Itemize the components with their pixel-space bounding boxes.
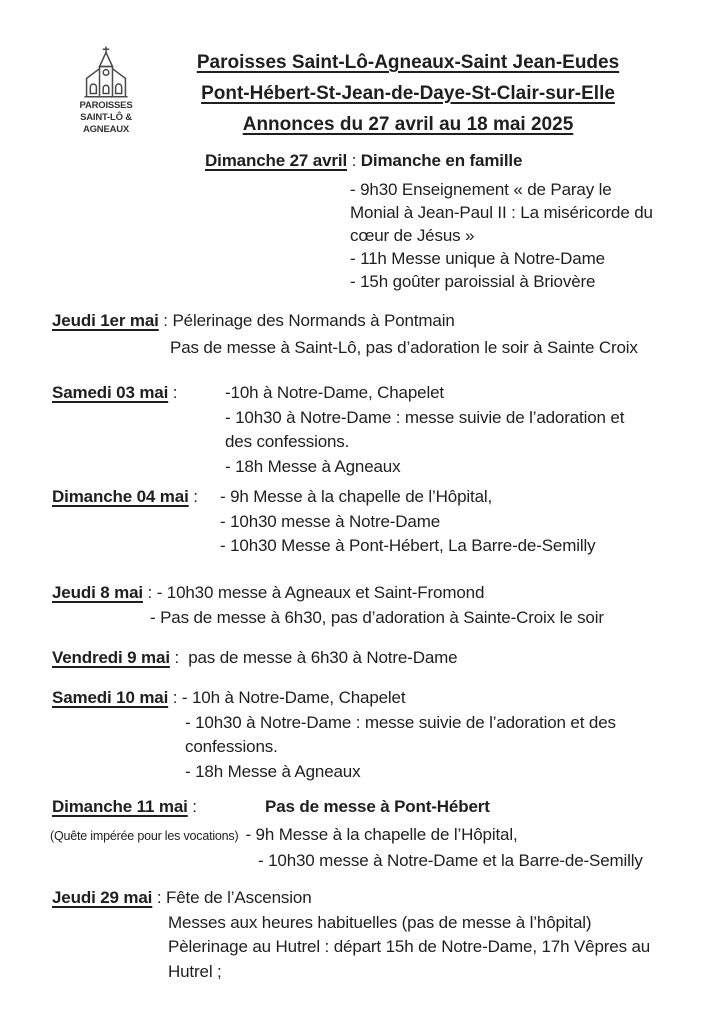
event-date: Dimanche 04 mai [52,487,189,506]
event-heading-row: Samedi 10 mai : - 10h à Notre-Dame, Chapelet [52,688,406,707]
event-date: Dimanche 11 mai [52,797,188,816]
section-dimanche-11-mai [0,795,724,874]
event-detail-line: - 9h Messe à la chapelle de l’Hôpital, [245,824,518,844]
event-heading-row: Dimanche 27 avril : Dimanche en famille [205,151,523,170]
event-detail-line: - 10h30 messe à Notre-Dame [220,511,441,531]
event-heading-row: Dimanche 04 mai : - 9h Messe à la chapelle de l’Hôpital, [0,485,724,510]
event-detail-line: - 10h30 à Notre-Dame : messe suivie de l’adoration et [225,407,625,427]
section-jeudi-1er-mai [0,309,724,360]
event-detail-line: -10h à Notre-Dame, Chapelet [225,383,444,402]
event-date: Vendredi 9 mai [52,648,170,667]
event-date: Jeudi 1er mai [52,311,159,330]
event-detail-line: - 10h30 messe à Notre-Dame et la Barre-de-Semilly [258,851,643,870]
event-date: Dimanche 27 avril [205,151,348,170]
event-detail-line: - Pas de messe à 6h30, pas d’adoration à Sainte-Croix le soir [150,607,604,627]
event-detail-line: Hutrel ; [168,961,222,981]
page-subtitle: Annonces du 27 avril au 18 mai 2025 [242,114,574,135]
event-title: Dimanche en famille [360,151,523,170]
section-samedi-03-mai [0,381,724,479]
event-title: Fête de l’Ascension [165,888,312,907]
event-detail-line: des confessions. [225,432,350,451]
event-detail-line: - 10h30 à Notre-Dame : messe suivie de l’adoration et des [185,712,616,732]
section-dimanche-27-avril [0,149,724,293]
event-note-row [0,823,724,849]
event-date: Jeudi 8 mai [52,583,143,602]
event-note: (Quête impérée pour les vocations) [50,828,239,843]
section-vendredi-9-mai [0,646,724,671]
page-title-line1: Paroisses Saint-Lô-Agneaux-Saint Jean-Eudes [196,52,620,73]
event-detail-line: - 10h30 Messe à Pont-Hébert, La Barre-de-Semilly [220,536,596,555]
event-heading-row: Jeudi 1er mai : Pélerinage des Normands à Pontmain [52,311,455,330]
event-heading-row: Jeudi 29 mai : Fête de l’Ascension [52,888,312,907]
event-detail-line: - 9h30 Enseignement « de Paray le [350,179,612,199]
event-title: - 10h30 messe à Agneaux et Saint-Fromond [156,583,485,602]
event-date: Jeudi 29 mai [52,888,153,907]
logo-text-line2: SAINT-LÔ & AGNEAUX [80,112,132,135]
event-date: Samedi 10 mai [52,688,169,707]
section-jeudi-29-mai [0,886,724,984]
event-heading-row: Jeudi 8 mai : - 10h30 messe à Agneaux et Saint-Fromond [52,583,485,602]
event-heading-row: Vendredi 9 mai : pas de messe à 6h30 à Notre-Dame [52,648,458,667]
event-heading-row: Dimanche 11 mai : Pas de messe à Pont-Hébert [0,795,724,820]
event-title: pas de messe à 6h30 à Notre-Dame [188,648,458,667]
event-detail-line: cœur de Jésus » [350,225,475,245]
event-title: - 10h à Notre-Dame, Chapelet [181,688,406,707]
event-detail-line: - 18h Messe à Agneaux [225,456,401,476]
logo-text-line1: PAROISSES [79,100,133,111]
section-samedi-10-mai [0,686,724,784]
event-heading-row: Samedi 03 mai : -10h à Notre-Dame, Chapelet [0,381,724,406]
document-header [98,47,718,140]
event-detail-line: - 15h goûter paroissial à Briovère [350,271,596,291]
event-detail-line: Messes aux heures habituelles (pas de messe à l’hôpital) [168,912,592,932]
page-title-line2: Pont-Hébert-St-Jean-de-Daye-St-Clair-sur-Elle [201,83,615,104]
event-title: Pélerinage des Normands à Pontmain [172,311,455,330]
section-dimanche-04-mai [0,485,724,559]
event-detail-line: - 9h Messe à la chapelle de l’Hôpital, [220,487,493,506]
event-title: Pas de messe à Pont-Hébert [265,797,490,816]
section-jeudi-8-mai [0,581,724,630]
event-detail-line: - 18h Messe à Agneaux [185,761,361,781]
event-detail-line: Pas de messe à Saint-Lô, pas d’adoration le soir à Sainte Croix [170,337,638,357]
event-date: Samedi 03 mai [52,383,169,402]
event-detail-line: Pèlerinage au Hutrel : départ 15h de Notre-Dame, 17h Vêpres au [168,937,651,956]
event-detail-line: - 11h Messe unique à Notre-Dame [350,248,605,268]
event-detail-line: Monial à Jean-Paul II : La miséricorde du [350,202,653,222]
event-detail-line: confessions. [185,737,278,756]
